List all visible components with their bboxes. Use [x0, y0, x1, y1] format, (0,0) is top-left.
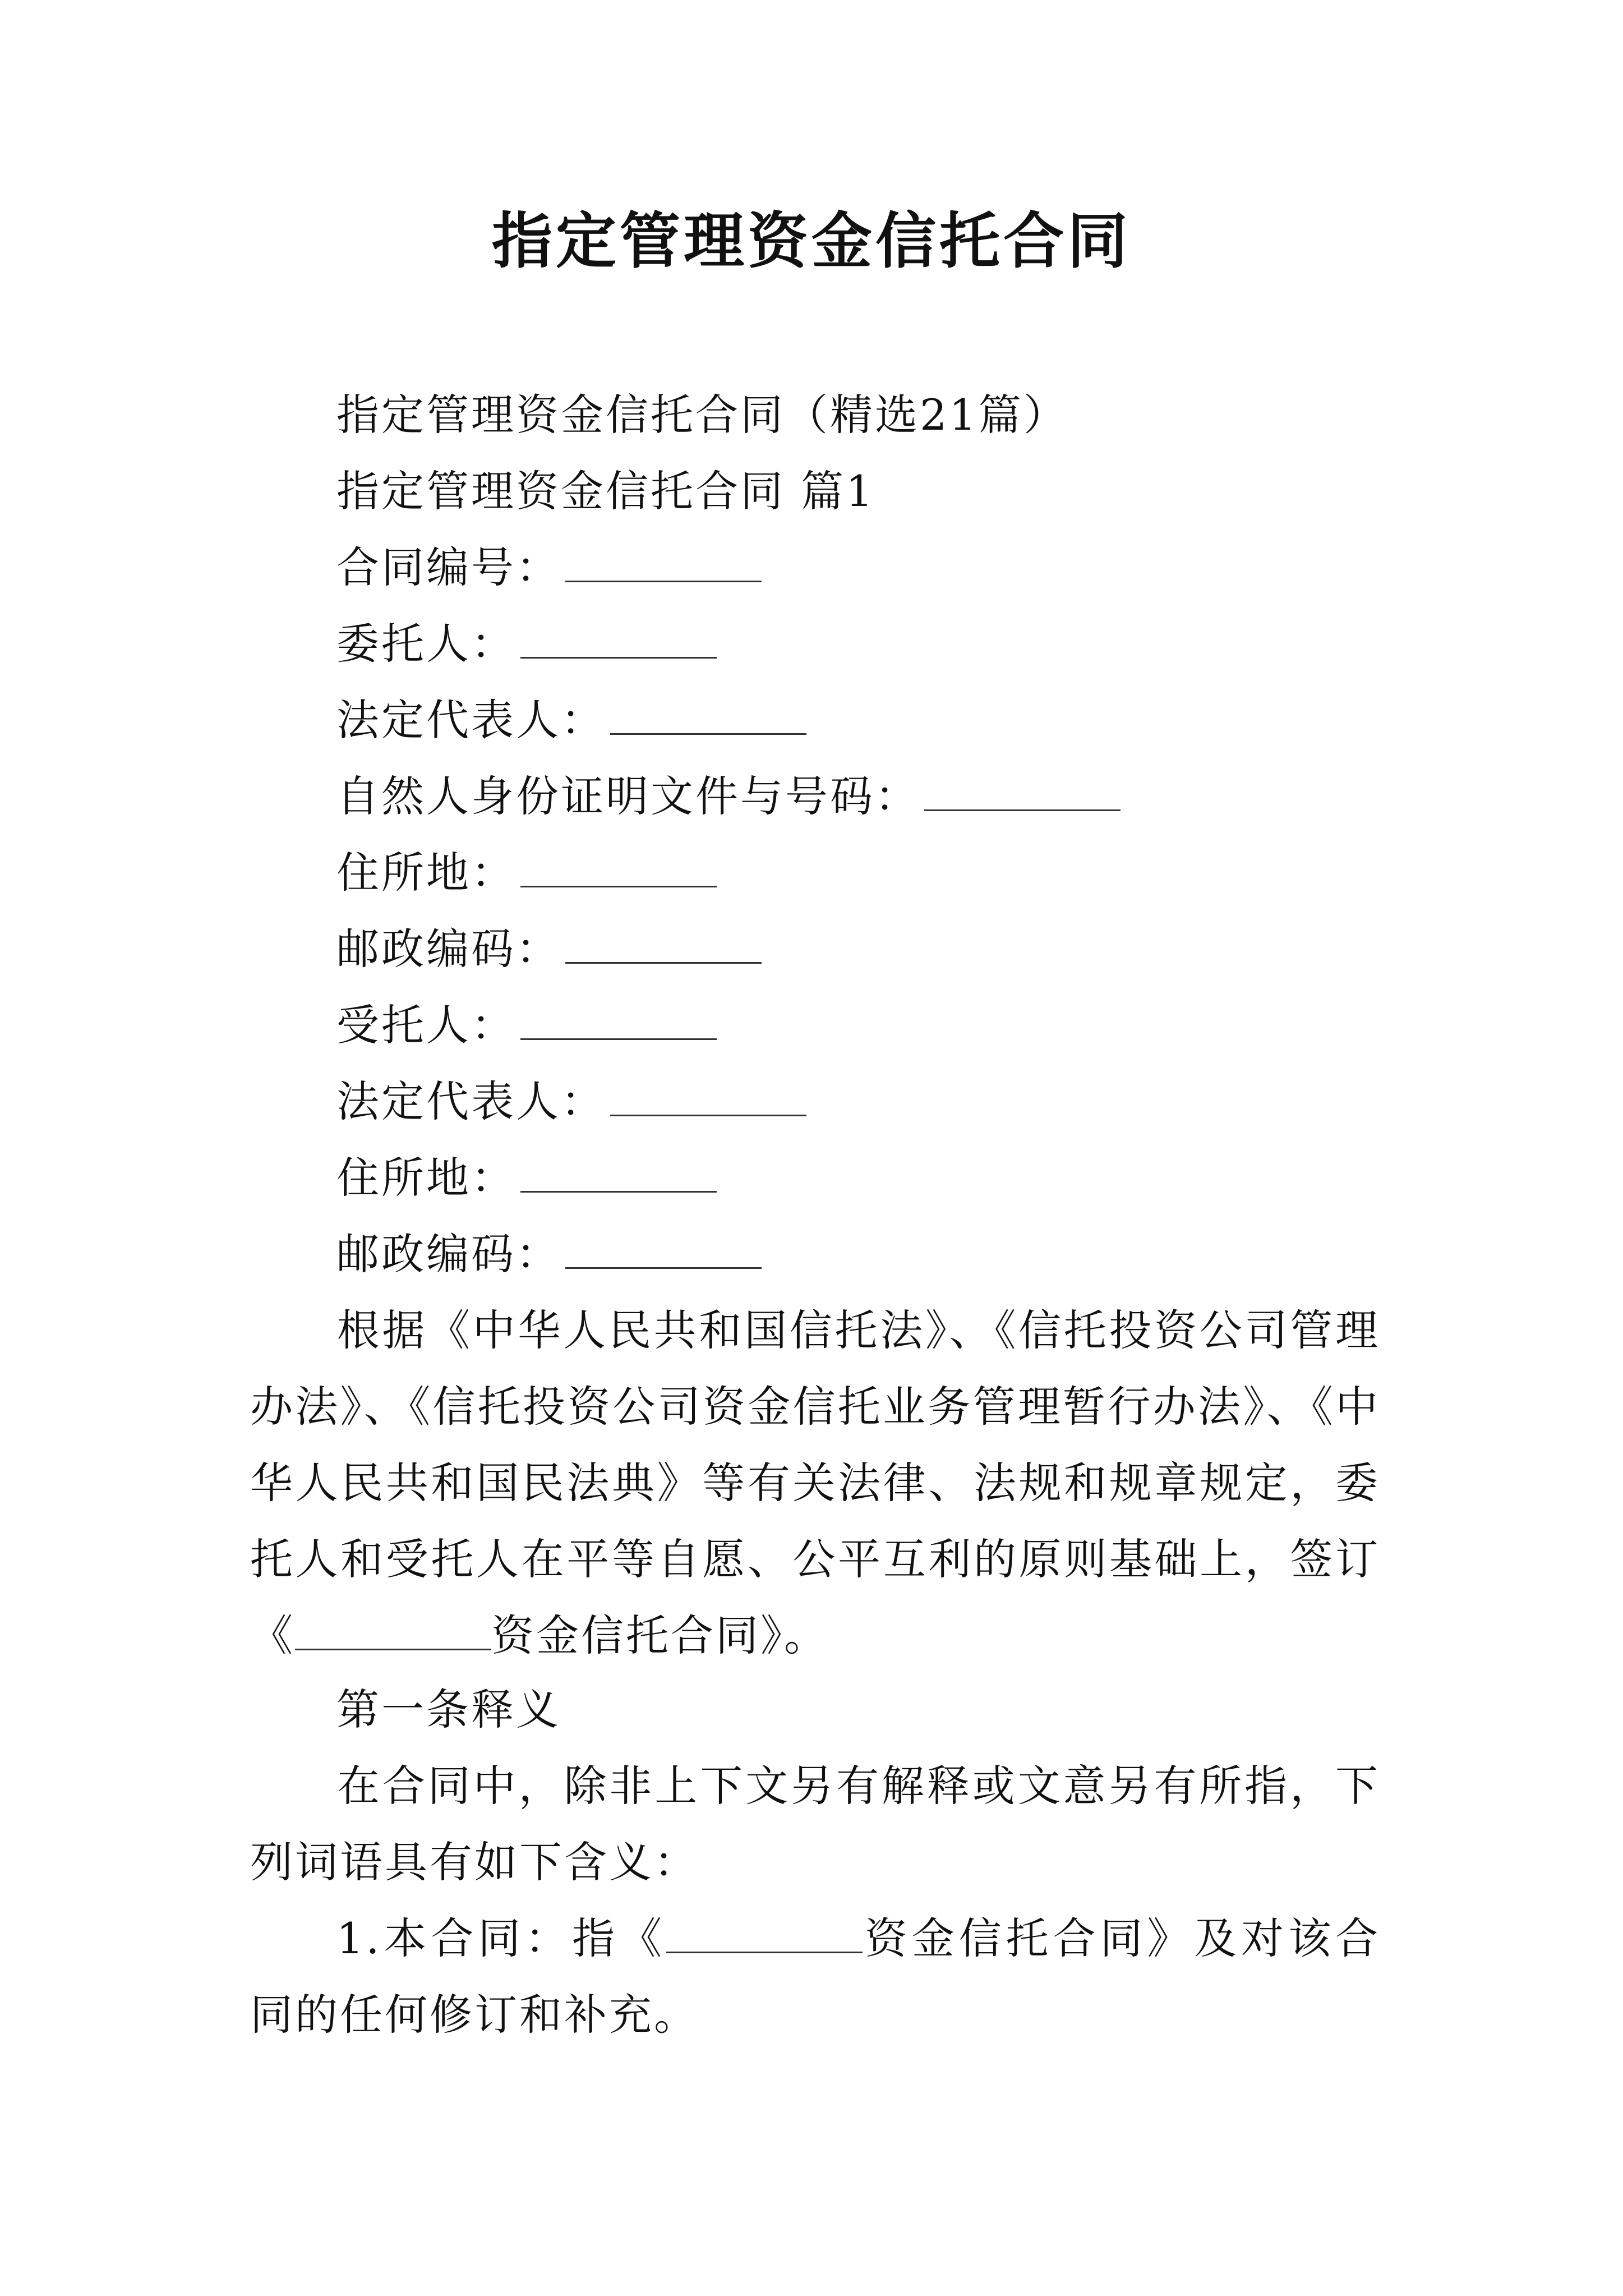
preamble-text: 根据《中华人民共和国信托法》、《信托投资公司管理办法》、《信托投资公司资金信托业务管理暂行办法》、《中华人民共和国民法典》等有关法律、法规和规章规定，委托人和受托人在平等自愿、公平互利的原则基础上，签订《: [250, 1305, 1380, 1660]
fill-in-blank[interactable]: [520, 1157, 717, 1193]
field-label: 法定代表人：: [336, 1076, 606, 1126]
field-label: 委托人：: [336, 619, 516, 669]
field-label: 住所地：: [336, 848, 516, 898]
fill-in-blank[interactable]: [565, 1234, 762, 1269]
field-label: 邮政编码：: [336, 924, 561, 974]
field-trustee-postcode: [336, 1221, 762, 1288]
fill-in-blank[interactable]: [666, 1918, 863, 1953]
field-label: 邮政编码：: [336, 1229, 561, 1279]
preamble-paragraph: [250, 1292, 1380, 1674]
fill-in-blank[interactable]: [520, 1005, 717, 1040]
definition-item-1: [250, 1901, 1380, 2053]
fill-in-blank[interactable]: [565, 547, 762, 582]
fill-in-blank[interactable]: [520, 852, 717, 887]
fill-in-blank[interactable]: [924, 776, 1121, 811]
field-label: 自然人身份证明文件与号码：: [336, 771, 920, 821]
fill-in-blank[interactable]: [520, 623, 717, 659]
article-intro-text: 在合同中，除非上下文另有解释或文意另有所指，下列词语具有如下含义：: [250, 1761, 1380, 1887]
field-trustee-address: [336, 1144, 717, 1212]
field-trustor-address: [336, 839, 717, 907]
field-trustee: [336, 992, 717, 1059]
fill-in-blank[interactable]: [565, 928, 762, 964]
field-trustor: [336, 610, 717, 678]
article-intro-paragraph: [250, 1748, 1380, 1901]
field-label: 法定代表人：: [336, 695, 606, 745]
field-id-document: [336, 763, 1121, 830]
article-heading: 第一条释义: [336, 1685, 561, 1734]
field-label: 受托人：: [336, 1000, 516, 1050]
document-title: 指定管理资金信托合同: [491, 206, 1131, 277]
field-label: 住所地：: [336, 1153, 516, 1203]
item-suffix: 资金信托合同》及对该合同的任何修订和补充。: [250, 1913, 1381, 2040]
item-prefix: 1.本合同：指《: [336, 1913, 666, 1963]
field-contract-number: [336, 534, 762, 601]
fill-in-blank[interactable]: [610, 700, 806, 735]
section-heading: 指定管理资金信托合同 篇1: [336, 466, 875, 516]
document-subtitle: 指定管理资金信托合同（精选21篇）: [336, 390, 1068, 440]
field-trustee-legal-rep: [336, 1068, 806, 1135]
field-trustor-postcode: [336, 915, 762, 983]
fill-in-blank[interactable]: [295, 1615, 491, 1650]
fill-in-blank[interactable]: [610, 1081, 806, 1116]
preamble-tail: 资金信托合同》。: [491, 1611, 829, 1660]
field-trustor-legal-rep: [336, 687, 806, 754]
field-label: 合同编号：: [336, 542, 561, 592]
